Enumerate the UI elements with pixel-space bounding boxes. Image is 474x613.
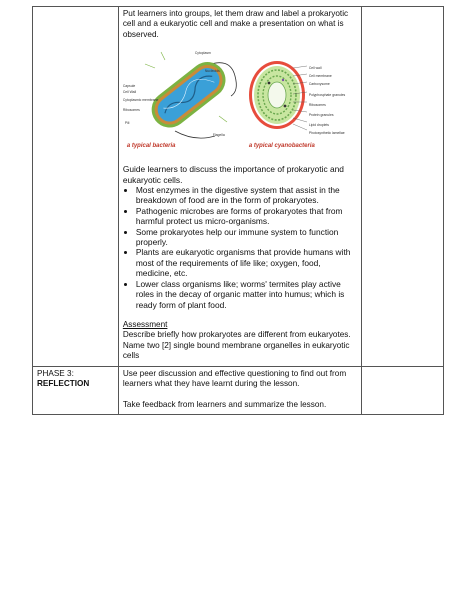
- cyano-label: Photosynthetic lamellae: [308, 131, 345, 136]
- cyano-label: Protein granules: [308, 113, 334, 118]
- activity-cell: [118, 7, 361, 367]
- bacteria-label: Cytoplasm: [194, 51, 211, 56]
- assessment-heading: Assessment: [122, 319, 168, 329]
- cyano-label: Lipid droplets: [308, 123, 329, 128]
- phase-name: REFLECTION: [37, 379, 90, 389]
- guide-section: [123, 164, 357, 310]
- list-item: • Some prokaryotes help our immune system to function properly.: [136, 227, 357, 248]
- cyano-label: Cell membrane: [308, 74, 332, 79]
- cyano-label: Cell wall: [308, 66, 322, 71]
- bacteria-label: Nucleoids: [204, 69, 220, 74]
- reflection-text: Use peer discussion and effective questioning to find out from learners what they have learnt during the lesson.: [122, 369, 347, 389]
- table-row: [33, 367, 444, 415]
- bacteria-label: Cell Wall: [122, 90, 137, 95]
- assessment-question: Describe briefly how prokaryotes are different from eukaryotes.: [122, 330, 351, 340]
- bacteria-label: Flagella: [212, 133, 225, 138]
- list-item: • Most enzymes in the digestive system that assist in the breakdown of food are in the form of prokaryotes.: [136, 185, 357, 206]
- assessment-question: Name two [2] single bound membrane organelles in eukaryotic cells: [122, 340, 350, 361]
- bacteria-label: Pili: [124, 121, 130, 126]
- cyano-label: Polyphosphate granules: [308, 93, 346, 98]
- cyanobacteria-leader-lines: [293, 64, 307, 134]
- reflection-cell: [118, 367, 361, 415]
- phase-cell-empty: [33, 7, 119, 367]
- bacteria-label: Ribosomes: [122, 108, 140, 113]
- bacteria-label: Capsule: [122, 84, 136, 89]
- resources-cell-empty: [362, 367, 444, 415]
- importance-list: [123, 185, 357, 310]
- list-item: • Pathogenic microbes are forms of prokaryotes that from harmful protect us micro-organisms.: [136, 206, 357, 227]
- cyanobacteria-caption: a typical cyanobacteria: [248, 143, 315, 150]
- lesson-plan-table: [32, 6, 444, 415]
- intro-text: Put learners into groups, let them draw and label a prokaryotic cell and a eukaryotic cell and make a presentation on what is observed.: [122, 9, 349, 39]
- bacteria-caption: a typical bacteria: [126, 143, 176, 150]
- guide-heading: Guide learners to discuss the importance of prokaryotic and eukaryotic cells.: [122, 164, 344, 185]
- phase-label: PHASE 3:: [37, 369, 74, 378]
- resources-cell-empty: [362, 7, 444, 367]
- cyano-label: Ribosomes: [308, 103, 326, 108]
- list-item: • Lower class organisms like; worms' termites play active roles in the decay of organic matter into humus; which is ready form of plant food.: [136, 279, 357, 310]
- table-row: [33, 7, 444, 367]
- phase-cell: [33, 367, 119, 415]
- cyano-label: Carboxysome: [308, 82, 330, 87]
- assessment-section: [123, 320, 357, 362]
- list-item: • Plants are eukaryotic organisms that provide humans with most of the requirements of life like; oxygen, food, medicine, etc.: [136, 247, 357, 278]
- reflection-text: Take feedback from learners and summarize the lesson.: [122, 399, 327, 409]
- bacteria-label: Cytoplasmic membrane: [122, 98, 159, 103]
- cell-figures: [123, 46, 357, 158]
